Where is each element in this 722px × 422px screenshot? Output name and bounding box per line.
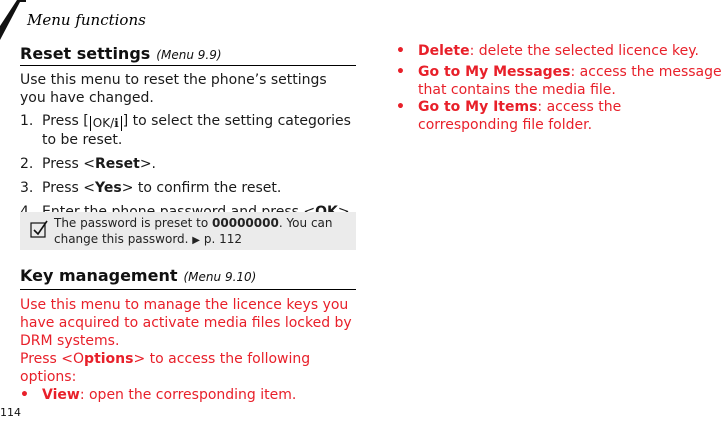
checkbox-note-icon bbox=[30, 220, 48, 238]
reset-settings-menu-ref: (Menu 9.9) bbox=[156, 48, 222, 62]
header-slash-bar bbox=[0, 0, 26, 40]
bullet-icon: • bbox=[396, 64, 405, 80]
step-text: Press < bbox=[42, 156, 96, 172]
page-header bbox=[0, 0, 722, 40]
step-text: Press [ bbox=[42, 113, 89, 129]
option-delete bbox=[396, 42, 722, 60]
option-description: : delete the selected licence key. bbox=[469, 43, 699, 59]
step-text: Press < bbox=[42, 180, 96, 196]
option-go-to-my-messages bbox=[396, 63, 722, 99]
step-text: ] to select the setting categories to be reset. bbox=[42, 113, 351, 148]
key-management-title: Key management bbox=[20, 266, 178, 285]
note-text bbox=[54, 215, 352, 249]
ok-info-key-icon: OK/ℹ bbox=[90, 116, 122, 131]
bullet-icon: • bbox=[20, 387, 29, 403]
option-view bbox=[20, 386, 356, 404]
key-management-intro: Use this menu to manage the licence keys you have acquired to activate media files locked by DRM systems. bbox=[20, 297, 352, 349]
pointer-icon: ▶ bbox=[192, 235, 200, 246]
options-softkey-label: ptions bbox=[84, 351, 134, 367]
reset-steps bbox=[20, 112, 356, 227]
step-number: 1. bbox=[20, 113, 34, 129]
reset-step-3 bbox=[20, 179, 356, 197]
reset-softkey-label: Reset bbox=[95, 156, 140, 172]
reset-settings-title: Reset settings bbox=[20, 44, 151, 63]
option-description: : access the corresponding file folder. bbox=[418, 99, 622, 133]
option-go-to-my-items bbox=[396, 98, 722, 134]
option-term: View bbox=[42, 387, 80, 403]
step-text: > to confirm the reset. bbox=[121, 180, 282, 196]
option-description: : open the corresponding item. bbox=[79, 387, 297, 403]
reset-step-1 bbox=[20, 112, 356, 149]
page-header-title: Menu functions bbox=[27, 11, 146, 29]
option-description: : access the message that contains the media file. bbox=[418, 64, 722, 98]
default-password: 00000000 bbox=[212, 216, 279, 230]
section-rule bbox=[20, 289, 356, 290]
note-box bbox=[20, 212, 356, 250]
key-management-heading bbox=[20, 266, 256, 285]
reset-intro: Use this menu to reset the phone’s settings you have changed. bbox=[20, 72, 327, 106]
section-rule bbox=[20, 65, 356, 66]
note-text-post: . You can change this password. bbox=[54, 216, 333, 246]
page-reference-link[interactable]: p. 112 bbox=[203, 232, 242, 246]
options-instruction bbox=[20, 350, 320, 386]
bullet-icon: • bbox=[396, 99, 405, 115]
step-number: 2. bbox=[20, 156, 34, 172]
reset-settings-heading bbox=[20, 44, 222, 63]
options-text-pre: Press <O bbox=[20, 351, 85, 367]
yes-softkey-label: Yes bbox=[95, 180, 122, 196]
option-term: Delete bbox=[418, 43, 470, 59]
bullet-icon: • bbox=[396, 43, 405, 59]
option-term: Go to My Items bbox=[418, 99, 538, 115]
options-text-post: > to access the following options: bbox=[20, 351, 311, 385]
reset-step-2 bbox=[20, 155, 356, 173]
option-term: Go to My Messages bbox=[418, 64, 571, 80]
note-text-pre: The password is preset to bbox=[54, 216, 213, 230]
page-number: 114 bbox=[0, 406, 21, 419]
key-management-menu-ref: (Menu 9.10) bbox=[183, 270, 257, 284]
step-number: 3. bbox=[20, 180, 34, 196]
step-text: >. bbox=[139, 156, 157, 172]
